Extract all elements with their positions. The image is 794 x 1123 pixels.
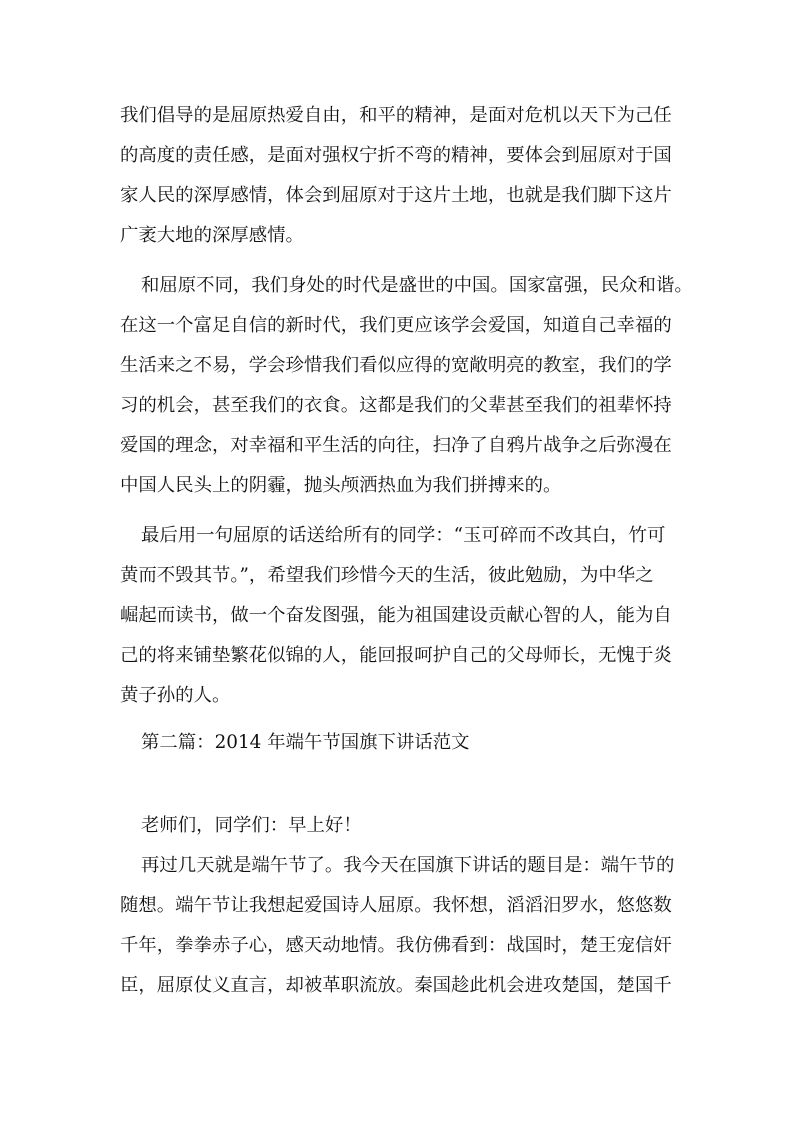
paragraph-line: 在这一个富足自信的新时代，我们更应该学会爱国，知道自己幸福的 — [120, 315, 672, 336]
paragraph-line: 崛起而读书，做一个奋发图强，能为祖国建设贡献心智的人，能为自 — [120, 605, 672, 626]
section-heading: 第二篇：2014 年端午节国旗下讲话范文 — [141, 732, 470, 753]
paragraph-line: 臣，屈原仗义直言，却被革职流放。秦国趁此机会进攻楚国，楚国千 — [120, 975, 672, 996]
paragraph-line: 黄而不毁其节。”，希望我们珍惜今天的生活，彼此勉励，为中华之 — [120, 565, 654, 586]
paragraph-line: 最后用一句屈原的话送给所有的同学：“玉可碎而不改其白，竹可 — [141, 525, 666, 546]
paragraph-line: 生活来之不易，学会珍惜我们看似应得的宽敞明亮的教室，我们的学 — [120, 355, 672, 376]
paragraph-line: 爱国的理念，对幸福和平生活的向往，扫净了自鸦片战争之后弥漫在 — [120, 435, 672, 456]
paragraph-line: 和屈原不同，我们身处的时代是盛世的中国。国家富强，民众和谐。 — [141, 275, 693, 296]
paragraph-line: 家人民的深厚感情，体会到屈原对于这片土地，也就是我们脚下这片 — [120, 185, 672, 206]
paragraph-line: 再过几天就是端午节了。我今天在国旗下讲话的题目是：端午节的 — [141, 855, 675, 876]
paragraph-line: 中国人民头上的阴霾，抛头颅洒热血为我们拼搏来的。 — [120, 475, 562, 496]
paragraph-line: 广袤大地的深厚感情。 — [120, 225, 304, 246]
paragraph-line: 千年，拳拳赤子心，感天动地情。我仿佛看到：战国时，楚王宠信奸 — [120, 935, 672, 956]
greeting-line: 老师们，同学们：早上好！ — [141, 815, 362, 836]
paragraph-line: 黄子孙的人。 — [120, 685, 231, 706]
paragraph-line: 随想。端午节让我想起爱国诗人屈原。我怀想，滔滔汨罗水，悠悠数 — [120, 895, 672, 916]
paragraph-line: 的高度的责任感，是面对强权宁折不弯的精神，要体会到屈原对于国 — [120, 145, 672, 166]
paragraph-line: 习的机会，甚至我们的衣食。这都是我们的父辈甚至我们的祖辈怀持 — [120, 395, 672, 416]
paragraph-line: 我们倡导的是屈原热爱自由，和平的精神，是面对危机以天下为己任 — [120, 105, 672, 126]
paragraph-line: 己的将来铺垫繁花似锦的人，能回报呵护自己的父母师长，无愧于炎 — [120, 645, 672, 666]
